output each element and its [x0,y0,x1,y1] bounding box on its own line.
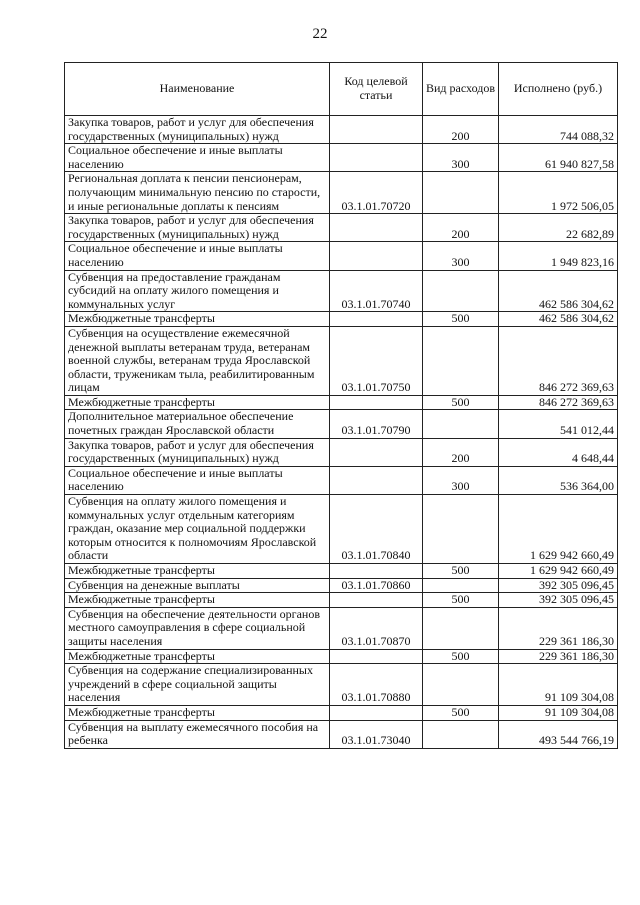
row-amount: 462 586 304,62 [499,270,618,312]
table-row [65,410,618,438]
row-code [330,593,423,608]
table-row [65,578,618,593]
table-row [65,214,618,242]
table-row [65,395,618,410]
row-kind [423,495,499,564]
row-amount: 392 305 096,45 [499,578,618,593]
row-code: 03.1.01.70860 [330,578,423,593]
row-kind [423,270,499,312]
row-amount: 462 586 304,62 [499,312,618,327]
header-name: Наименование [65,63,330,116]
row-amount: 846 272 369,63 [499,395,618,410]
row-amount: 536 364,00 [499,466,618,494]
row-code [330,649,423,664]
row-amount: 744 088,32 [499,116,618,144]
row-name: Межбюджетные трансферты [65,395,330,410]
table-row [65,649,618,664]
row-amount: 846 272 369,63 [499,326,618,395]
row-name: Субвенция на выплату ежемесячного пособия на ребенка [65,720,330,748]
row-kind: 200 [423,116,499,144]
table-row [65,466,618,494]
row-name: Субвенция на предоставление гражданам субсидий на оплату жилого помещения и коммунальных услуг [65,270,330,312]
table-row [65,593,618,608]
row-name: Закупка товаров, работ и услуг для обеспечения государственных (муниципальных) нужд [65,214,330,242]
row-code: 03.1.01.70790 [330,410,423,438]
row-code [330,144,423,172]
row-amount: 61 940 827,58 [499,144,618,172]
row-amount: 541 012,44 [499,410,618,438]
row-amount: 1 629 942 660,49 [499,495,618,564]
row-code [330,705,423,720]
row-amount: 392 305 096,45 [499,593,618,608]
table-row [65,495,618,564]
row-name: Субвенция на оплату жилого помещения и коммунальных услуг отдельным категориям граждан, оказание мер социальной поддержки которым относится к полномочиям Ярославской области [65,495,330,564]
row-kind: 500 [423,593,499,608]
row-code: 03.1.01.73040 [330,720,423,748]
row-name: Субвенция на содержание специализированных учреждений в сфере социальной защиты населения [65,664,330,706]
row-amount: 1 949 823,16 [499,242,618,270]
row-code: 03.1.01.70870 [330,607,423,649]
row-kind: 500 [423,395,499,410]
row-kind [423,410,499,438]
row-kind: 200 [423,438,499,466]
row-kind [423,172,499,214]
row-kind: 200 [423,214,499,242]
header-code: Код целевой статьи [330,63,423,116]
row-code: 03.1.01.70750 [330,326,423,395]
table-row [65,270,618,312]
row-code [330,242,423,270]
row-kind: 300 [423,144,499,172]
row-kind [423,578,499,593]
row-kind: 300 [423,466,499,494]
table-row [65,172,618,214]
row-code [330,214,423,242]
table-row [65,144,618,172]
row-name: Социальное обеспечение и иные выплаты населению [65,144,330,172]
table-row [65,664,618,706]
row-amount: 22 682,89 [499,214,618,242]
row-amount: 229 361 186,30 [499,607,618,649]
row-name: Межбюджетные трансферты [65,312,330,327]
row-code: 03.1.01.70740 [330,270,423,312]
table-row [65,242,618,270]
row-amount: 493 544 766,19 [499,720,618,748]
row-name: Субвенция на обеспечение деятельности органов местного самоуправления в сфере социальной защиты населения [65,607,330,649]
expenditure-table [64,62,618,749]
row-name: Межбюджетные трансферты [65,564,330,579]
table-header-row [65,63,618,116]
row-amount: 1 972 506,05 [499,172,618,214]
header-amount: Исполнено (руб.) [499,63,618,116]
row-amount: 4 648,44 [499,438,618,466]
header-kind: Вид расходов [423,63,499,116]
table-body [65,116,618,749]
row-name: Межбюджетные трансферты [65,705,330,720]
row-name: Межбюджетные трансферты [65,649,330,664]
row-kind [423,607,499,649]
row-code: 03.1.01.70720 [330,172,423,214]
table-row [65,607,618,649]
row-name: Межбюджетные трансферты [65,593,330,608]
row-kind: 500 [423,705,499,720]
table-row [65,326,618,395]
row-amount: 91 109 304,08 [499,664,618,706]
row-kind: 500 [423,649,499,664]
row-name: Региональная доплата к пенсии пенсионерам, получающим минимальную пенсию по старости, и иные региональные доплаты к пенсиям [65,172,330,214]
row-code: 03.1.01.70880 [330,664,423,706]
row-name: Субвенция на осуществление ежемесячной денежной выплаты ветеранам труда, ветеранам военной службы, ветеранам труда Ярославской области, труженикам тыла, реабилитированным лицам [65,326,330,395]
row-kind [423,664,499,706]
row-code [330,466,423,494]
row-name: Субвенция на денежные выплаты [65,578,330,593]
row-amount: 91 109 304,08 [499,705,618,720]
table-row [65,438,618,466]
row-name: Социальное обеспечение и иные выплаты населению [65,466,330,494]
row-name: Социальное обеспечение и иные выплаты населению [65,242,330,270]
row-kind [423,326,499,395]
row-code [330,312,423,327]
row-kind: 500 [423,564,499,579]
row-code: 03.1.01.70840 [330,495,423,564]
page-number: 22 [312,26,328,42]
table-row [65,312,618,327]
row-code [330,395,423,410]
row-kind [423,720,499,748]
table-row [65,564,618,579]
table-row [65,720,618,748]
row-name: Дополнительное материальное обеспечение почетных граждан Ярославской области [65,410,330,438]
table-row [65,705,618,720]
row-kind: 500 [423,312,499,327]
row-kind: 300 [423,242,499,270]
table-row [65,116,618,144]
row-amount: 1 629 942 660,49 [499,564,618,579]
row-name: Закупка товаров, работ и услуг для обеспечения государственных (муниципальных) нужд [65,116,330,144]
row-amount: 229 361 186,30 [499,649,618,664]
row-code [330,116,423,144]
row-code [330,438,423,466]
row-name: Закупка товаров, работ и услуг для обеспечения государственных (муниципальных) нужд [65,438,330,466]
row-code [330,564,423,579]
